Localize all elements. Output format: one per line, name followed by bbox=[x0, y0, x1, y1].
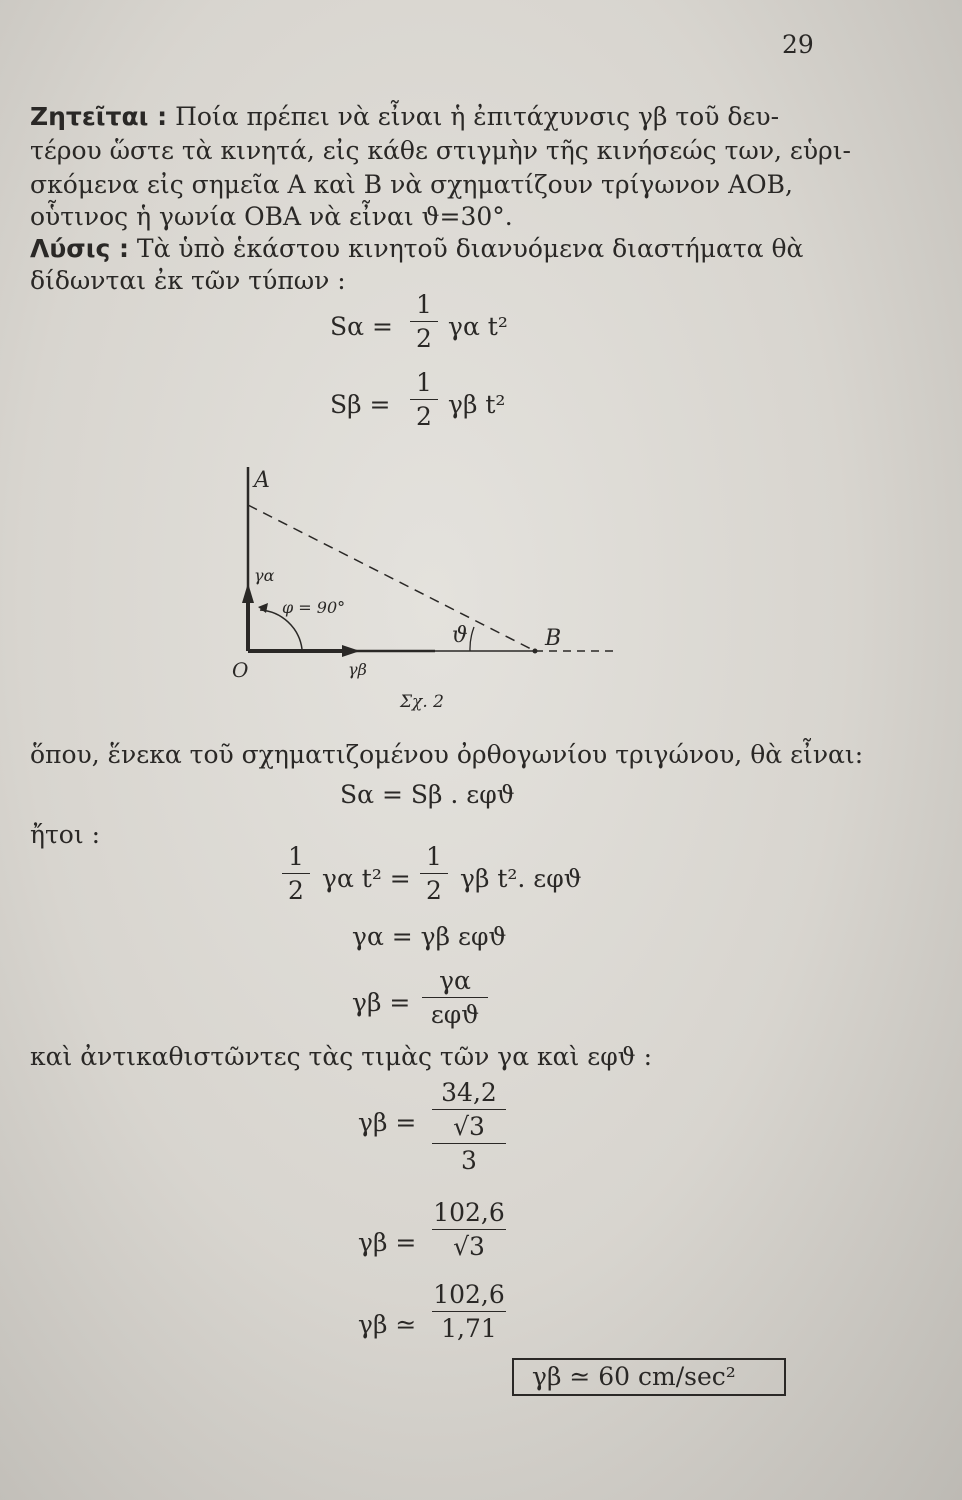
fraction-bar bbox=[432, 1311, 506, 1312]
equation-gb-denominator: εφϑ bbox=[430, 1000, 480, 1029]
label-a: A bbox=[254, 468, 270, 493]
label-phi: φ = 90° bbox=[282, 598, 346, 617]
formula-sa-lhs: Sα = bbox=[330, 312, 393, 341]
formula-sb-rhs: γβ t² bbox=[448, 390, 506, 419]
solution-text-1: Τὰ ὑπὸ ἑκάστου κινητοῦ διανυόμενα διαστήματα θὰ bbox=[136, 234, 804, 263]
derivation-middle: γα t² = bbox=[322, 864, 411, 893]
problem-text-1: Ποία πρέπει νὰ εἶναι ἡ ἐπιτάχυνσις γβ τοῦ δευ- bbox=[175, 102, 780, 131]
fraction-bar bbox=[410, 399, 438, 400]
problem-line-2: τέρου ὥστε τὰ κινητά, εἰς κάθε στιγμὴν τῆς κινήσεώς των, εὑρι- bbox=[30, 136, 852, 165]
derivation-numerator-1: 1 bbox=[288, 842, 304, 871]
formula-sa-numerator: 1 bbox=[416, 290, 432, 319]
final-eq3-fraction bbox=[432, 1280, 506, 1343]
label-gamma-a: γα bbox=[254, 566, 275, 585]
final-eq1-fraction bbox=[432, 1078, 506, 1175]
fraction-bar bbox=[432, 1109, 506, 1110]
final-eq1-denominator-bottom: 3 bbox=[461, 1146, 477, 1175]
equation-gb-numerator: γα bbox=[439, 966, 471, 995]
derivation-fraction-2 bbox=[420, 842, 448, 905]
final-eq2-lhs: γβ = bbox=[358, 1228, 417, 1257]
label-o: O bbox=[232, 658, 249, 682]
solution-line-1 bbox=[30, 234, 803, 263]
final-eq2-numerator: 102,6 bbox=[433, 1198, 505, 1227]
fraction-bar bbox=[282, 873, 310, 874]
solution-line-2: δίδωνται ἐκ τῶν τύπων : bbox=[30, 266, 346, 295]
final-eq3-lhs: γβ ≃ bbox=[358, 1310, 417, 1339]
text-substitution: καὶ ἀντικαθιστῶντες τὰς τιμὰς τῶν γα καὶ εφϑ : bbox=[30, 1042, 652, 1071]
fraction-bar bbox=[410, 321, 438, 322]
final-eq1-denominator-top: √3 bbox=[453, 1112, 485, 1141]
final-eq3-denominator: 1,71 bbox=[441, 1314, 497, 1343]
text-line-ortho: ὅπου, ἕνεκα τοῦ σχηματιζομένου ὀρθογωνίου τριγώνου, θὰ εἶναι: bbox=[30, 740, 864, 769]
dashed-hypotenuse-ab bbox=[248, 505, 535, 651]
formula-sb-denominator: 2 bbox=[416, 402, 432, 431]
theta-arc bbox=[470, 627, 474, 651]
text-etoi: ἤτοι : bbox=[30, 820, 101, 849]
equation-gb-lhs: γβ = bbox=[352, 988, 411, 1017]
fraction-bar bbox=[422, 997, 488, 998]
triangle-figure bbox=[230, 455, 640, 715]
derivation-rhs: γβ t². εφϑ bbox=[460, 864, 582, 893]
problem-line-3: σκόμενα εἰς σημεῖα Α καὶ Β νὰ σχηματίζουν τρίγωνον ΑΟΒ, bbox=[30, 170, 793, 199]
ga-arrowhead bbox=[242, 583, 254, 603]
label-b: B bbox=[545, 626, 562, 651]
formula-sa-fraction bbox=[410, 290, 438, 353]
figure-caption: Σχ. 2 bbox=[400, 692, 444, 712]
page-number: 29 bbox=[782, 30, 814, 59]
final-eq2-denominator: √3 bbox=[453, 1232, 485, 1261]
formula-sa-denominator: 2 bbox=[416, 324, 432, 353]
solution-heading: Λύσις : bbox=[30, 234, 129, 263]
equation-sa-sb: Sα = Sβ . εφϑ bbox=[340, 780, 515, 809]
equation-gb-fraction bbox=[422, 966, 488, 1029]
derivation-fraction-1 bbox=[282, 842, 310, 905]
fraction-bar bbox=[432, 1229, 506, 1230]
problem-line-4: οὗτινος ἡ γωνία ΟΒΑ νὰ εἶναι ϑ=30°. bbox=[30, 202, 513, 231]
label-theta: ϑ bbox=[452, 623, 468, 648]
derivation-denominator-1: 2 bbox=[288, 876, 304, 905]
equation-ga-gb: γα = γβ εφϑ bbox=[352, 922, 507, 951]
problem-line-1 bbox=[30, 102, 779, 131]
final-eq1-lhs: γβ = bbox=[358, 1108, 417, 1137]
formula-sa-rhs: γα t² bbox=[448, 312, 508, 341]
derivation-denominator-2: 2 bbox=[426, 876, 442, 905]
point-b bbox=[533, 649, 538, 654]
boxed-result: γβ ≃ 60 cm/sec² bbox=[512, 1358, 786, 1396]
derivation-numerator-2: 1 bbox=[426, 842, 442, 871]
formula-sb-numerator: 1 bbox=[416, 368, 432, 397]
formula-sb-fraction bbox=[410, 368, 438, 431]
formula-sb-lhs: Sβ = bbox=[330, 390, 391, 419]
final-eq2-fraction bbox=[432, 1198, 506, 1261]
label-gamma-b: γβ bbox=[348, 660, 367, 679]
final-eq3-numerator: 102,6 bbox=[433, 1280, 505, 1309]
fraction-bar bbox=[432, 1143, 506, 1144]
problem-heading: Ζητεῖται : bbox=[30, 102, 168, 131]
final-eq1-numerator: 34,2 bbox=[441, 1078, 497, 1107]
fraction-bar bbox=[420, 873, 448, 874]
